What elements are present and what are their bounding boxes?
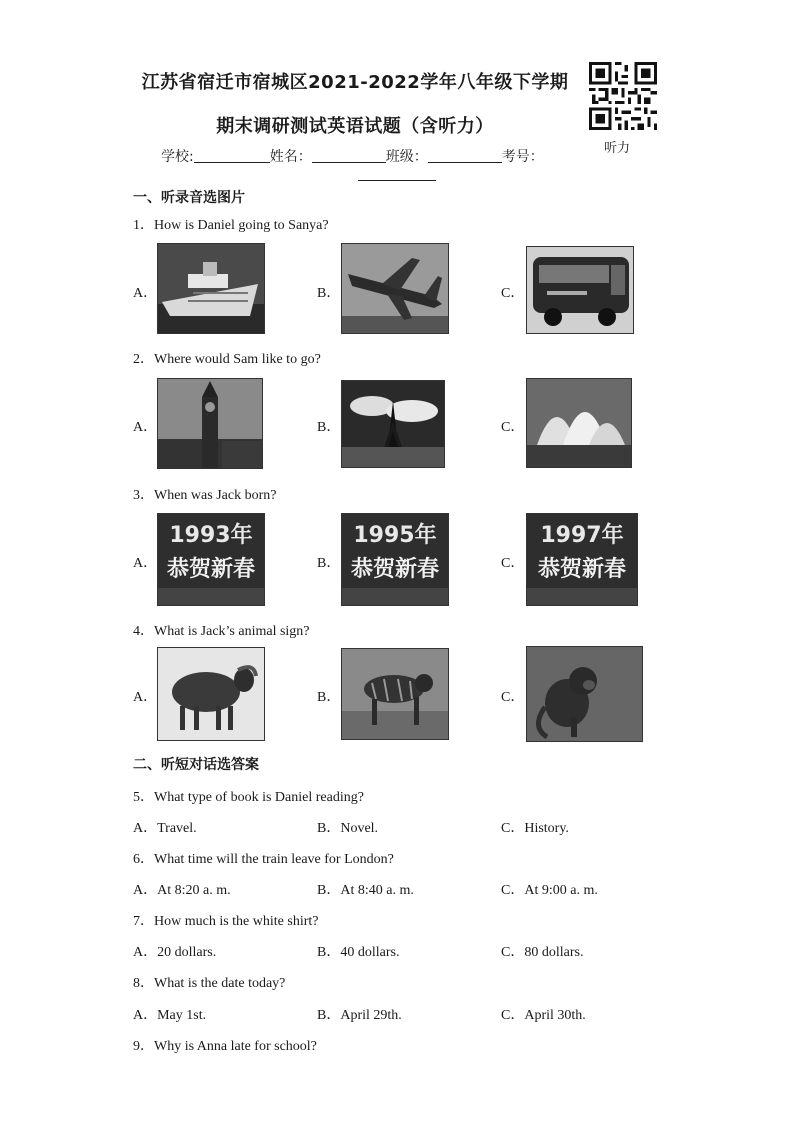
- q5-option-c[interactable]: C．History.: [501, 821, 569, 836]
- q5-option-a[interactable]: A．Travel.: [133, 821, 197, 836]
- year-1993-text: 1993年: [169, 523, 253, 548]
- question-5: 5．What type of book is Daniel reading?: [133, 790, 364, 805]
- q2-option-a-label: A．: [133, 420, 158, 435]
- q1-option-c-label: C．: [501, 286, 525, 301]
- question-1: 1．How is Daniel going to Sanya?: [133, 218, 329, 233]
- bus-picture[interactable]: [526, 246, 634, 334]
- tiger-picture[interactable]: [341, 648, 449, 740]
- qr-label: 听力: [604, 141, 631, 156]
- year-1993-picture[interactable]: [157, 513, 265, 606]
- q8-option-b[interactable]: B．April 29th.: [317, 1008, 402, 1023]
- student-info-line: [161, 146, 544, 166]
- q2-option-b-label: B．: [317, 420, 341, 435]
- question-3: 3．When was Jack born?: [133, 488, 277, 503]
- q4-option-b-label: B．: [317, 690, 341, 705]
- q1-option-a-label: A．: [133, 286, 158, 301]
- exam-number-label: 考号：: [501, 149, 544, 165]
- big-ben-picture[interactable]: [157, 378, 263, 469]
- class-label: 班级：: [385, 149, 428, 165]
- exam-title-line2: 期末调研测试英语试题（含听力）: [216, 116, 494, 137]
- q6-option-a[interactable]: A．At 8:20 a. m.: [133, 883, 231, 898]
- section-2-title: 二、听短对话选答案: [133, 757, 259, 773]
- q3-option-a-label: A．: [133, 556, 158, 571]
- exam-title-line1: 江苏省宿迁市宿城区2021-2022学年八年级下学期: [141, 72, 569, 93]
- greeting-text-b: 恭贺新春: [350, 556, 440, 582]
- q6-option-b[interactable]: B．At 8:40 a. m.: [317, 883, 414, 898]
- ship-picture[interactable]: [157, 243, 265, 334]
- q2-option-c-label: C．: [501, 420, 525, 435]
- question-7: 7．How much is the white shirt?: [133, 914, 319, 929]
- exam-number-blank[interactable]: [358, 180, 436, 181]
- question-8: 8．What is the date today?: [133, 976, 286, 991]
- monkey-picture[interactable]: [526, 646, 643, 742]
- q6-option-c[interactable]: C．At 9:00 a. m.: [501, 883, 598, 898]
- q4-option-c-label: C．: [501, 690, 525, 705]
- q5-option-b[interactable]: B．Novel.: [317, 821, 379, 836]
- year-1995-text: 1995年: [353, 523, 437, 548]
- airplane-picture[interactable]: [341, 243, 449, 334]
- question-9: 9．Why is Anna late for school?: [133, 1039, 317, 1054]
- greeting-text-a: 恭贺新春: [166, 556, 256, 582]
- sydney-opera-house-picture[interactable]: [526, 378, 632, 468]
- q4-option-a-label: A．: [133, 690, 158, 705]
- qr-code-icon[interactable]: [589, 62, 657, 130]
- section-1-title: 一、听录音选图片: [133, 190, 245, 206]
- sheep-picture[interactable]: [157, 647, 265, 741]
- greeting-text-c: 恭贺新春: [537, 556, 627, 582]
- name-blank[interactable]: [312, 148, 386, 163]
- q8-option-c[interactable]: C．April 30th.: [501, 1008, 586, 1023]
- q3-option-b-label: B．: [317, 556, 341, 571]
- year-1997-picture[interactable]: [526, 513, 638, 606]
- class-blank[interactable]: [428, 148, 502, 163]
- name-label: 姓名：: [269, 149, 312, 165]
- q7-option-b[interactable]: B．40 dollars.: [317, 945, 400, 960]
- question-4: 4．What is Jack’s animal sign?: [133, 624, 310, 639]
- eiffel-tower-picture[interactable]: [341, 380, 445, 468]
- q7-option-a[interactable]: A．20 dollars.: [133, 945, 217, 960]
- school-label: 学校:: [161, 149, 194, 165]
- year-1997-text: 1997年: [540, 523, 624, 548]
- q8-option-a[interactable]: A．May 1st.: [133, 1008, 207, 1023]
- q3-option-c-label: C．: [501, 556, 525, 571]
- year-1995-picture[interactable]: [341, 513, 449, 606]
- school-blank[interactable]: [194, 148, 270, 163]
- q7-option-c[interactable]: C．80 dollars.: [501, 945, 584, 960]
- question-6: 6．What time will the train leave for London?: [133, 852, 394, 867]
- q1-option-b-label: B．: [317, 286, 341, 301]
- question-2: 2．Where would Sam like to go?: [133, 352, 321, 367]
